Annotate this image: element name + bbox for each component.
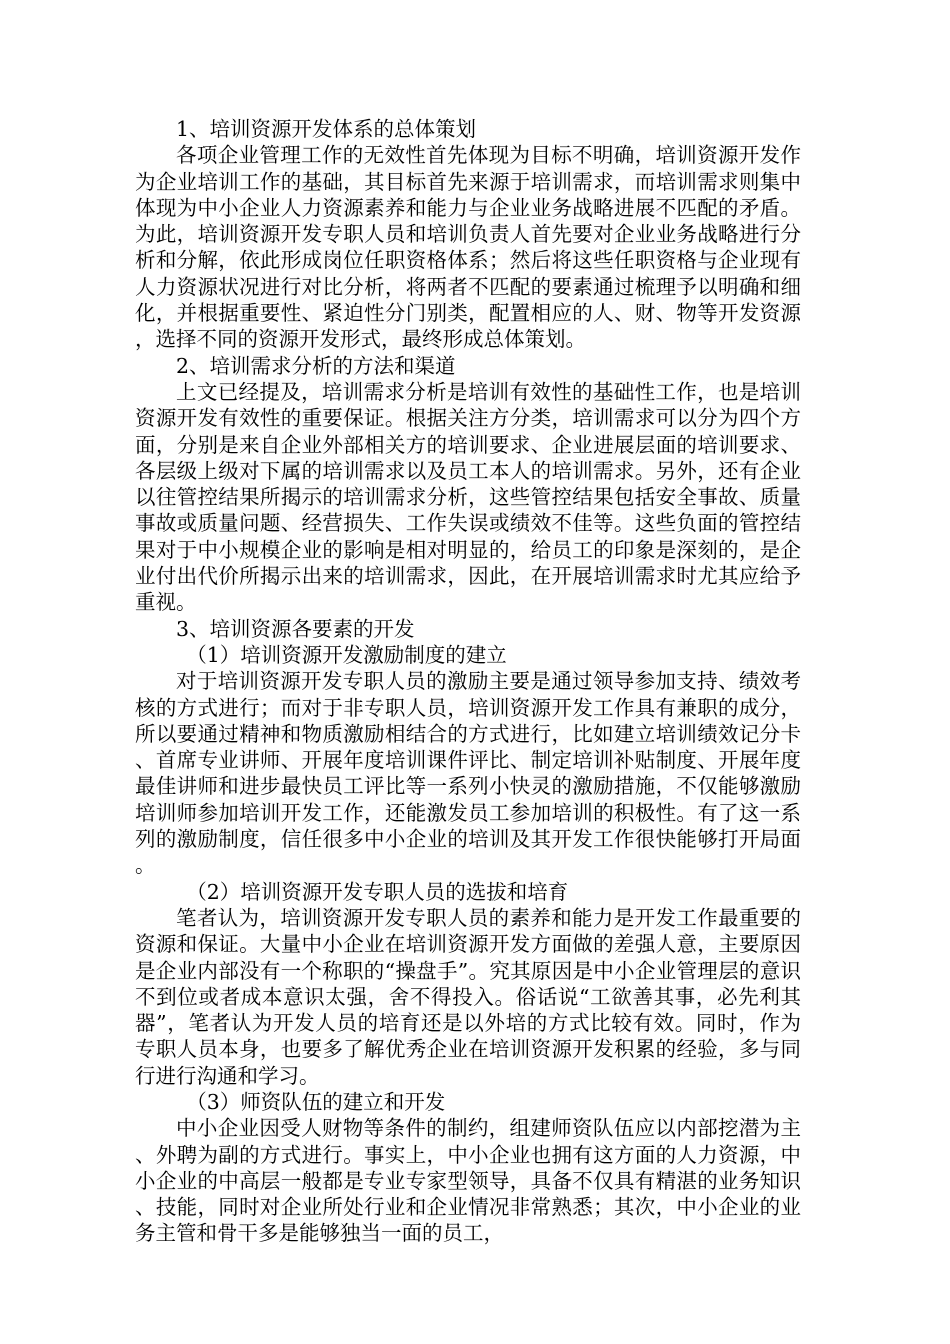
body-paragraph-4: 笔者认为，培训资源开发专职人员的素养和能力是开发工作最重要的资源和保证。大量中小企业在培训资源开发方面做的差强人意，主要原因是企业内部没有一个称职的“操盘手”。究其原因是中小企业管理层的意识不到位或者成本意识太强，舍不得投入。俗话说“工欲善其事，必先利其器”，笔者认为开发人员的培育还是以外培的方式比较有效。同时，作为专职人员本身，也要多了解优秀企业在培训资源开发积累的经验，多与同行进行沟通和学习。 [135, 905, 801, 1088]
subsection-heading-2: （2）培训资源开发专职人员的选拔和培育 [186, 879, 569, 904]
body-paragraph-2: 上文已经提及，培训需求分析是培训有效性的基础性工作，也是培训资源开发有效性的重要保证。根据关注方分类，培训需求可以分为四个方面，分别是来自企业外部相关方的培训要求、企业进展层面的培训要求、各层级上级对下属的培训需求以及员工本人的培训需求。另外，还有企业以往管控结果所揭示的培训需求分析，这些管控结果包括安全事故、质量事故或质量问题、经营损失、工作失误或绩效不佳等。这些负面的管控结果对于中小规模企业的影响是相对明显的，给员工的印象是深刻的，是企业付出代价所揭示出来的培训需求，因此，在开展培训需求时尤其应给予重视。 [135, 379, 801, 615]
section-heading-3: 3、培训资源各要素的开发 [176, 616, 415, 641]
document-body [135, 116, 801, 1247]
body-paragraph-5: 中小企业因受人财物等条件的制约，组建师资队伍应以内部挖潜为主、外聘为副的方式进行。事实上，中小企业也拥有这方面的人力资源，中小企业的中高层一般都是专业专家型领导，具备不仅具有精湛的业务知识、技能，同时对企业所处行业和企业情况非常熟悉；其次，中小企业的业务主管和骨干多是能够独当一面的员工， [135, 1116, 801, 1246]
subsection-heading-1: （1）培训资源开发激励制度的建立 [186, 642, 507, 667]
subsection-heading-3: （3）师资队伍的建立和开发 [186, 1089, 446, 1114]
body-paragraph-1: 各项企业管理工作的无效性首先体现为目标不明确，培训资源开发作为企业培训工作的基础，其目标首先来源于培训需求，而培训需求则集中体现为中小企业人力资源素养和能力与企业业务战略进展不匹配的矛盾。为此，培训资源开发专职人员和培训负责人首先要对企业业务战略进行分析和分解，依此形成岗位任职资格体系；然后将这些任职资格与企业现有人力资源状况进行对比分析，将两者不匹配的要素通过梳理予以明确和细化，并根据重要性、紧迫性分门别类，配置相应的人、财、物等开发资源，选择不同的资源开发形式，最终形成总体策划。 [135, 143, 801, 352]
section-heading-1: 1、培训资源开发体系的总体策划 [176, 117, 477, 141]
body-paragraph-3: 对于培训资源开发专职人员的激励主要是通过领导参加支持、绩效考核的方式进行；而对于非专职人员，培训资源开发工作具有兼职的成分，所以要通过精神和物质激励相结合的方式进行，比如建立培训绩效记分卡、首席专业讲师、开展年度培训课件评比、制定培训补贴制度、开展年度最佳讲师和进步最快员工评比等一系列小快灵的激励措施，不仅能够激励培训师参加培训开发工作，还能激发员工参加培训的积极性。有了这一系列的激励制度，信任很多中小企业的培训及其开发工作很快能够打开局面。 [135, 669, 801, 878]
section-heading-2: 2、培训需求分析的方法和渠道 [176, 353, 456, 378]
